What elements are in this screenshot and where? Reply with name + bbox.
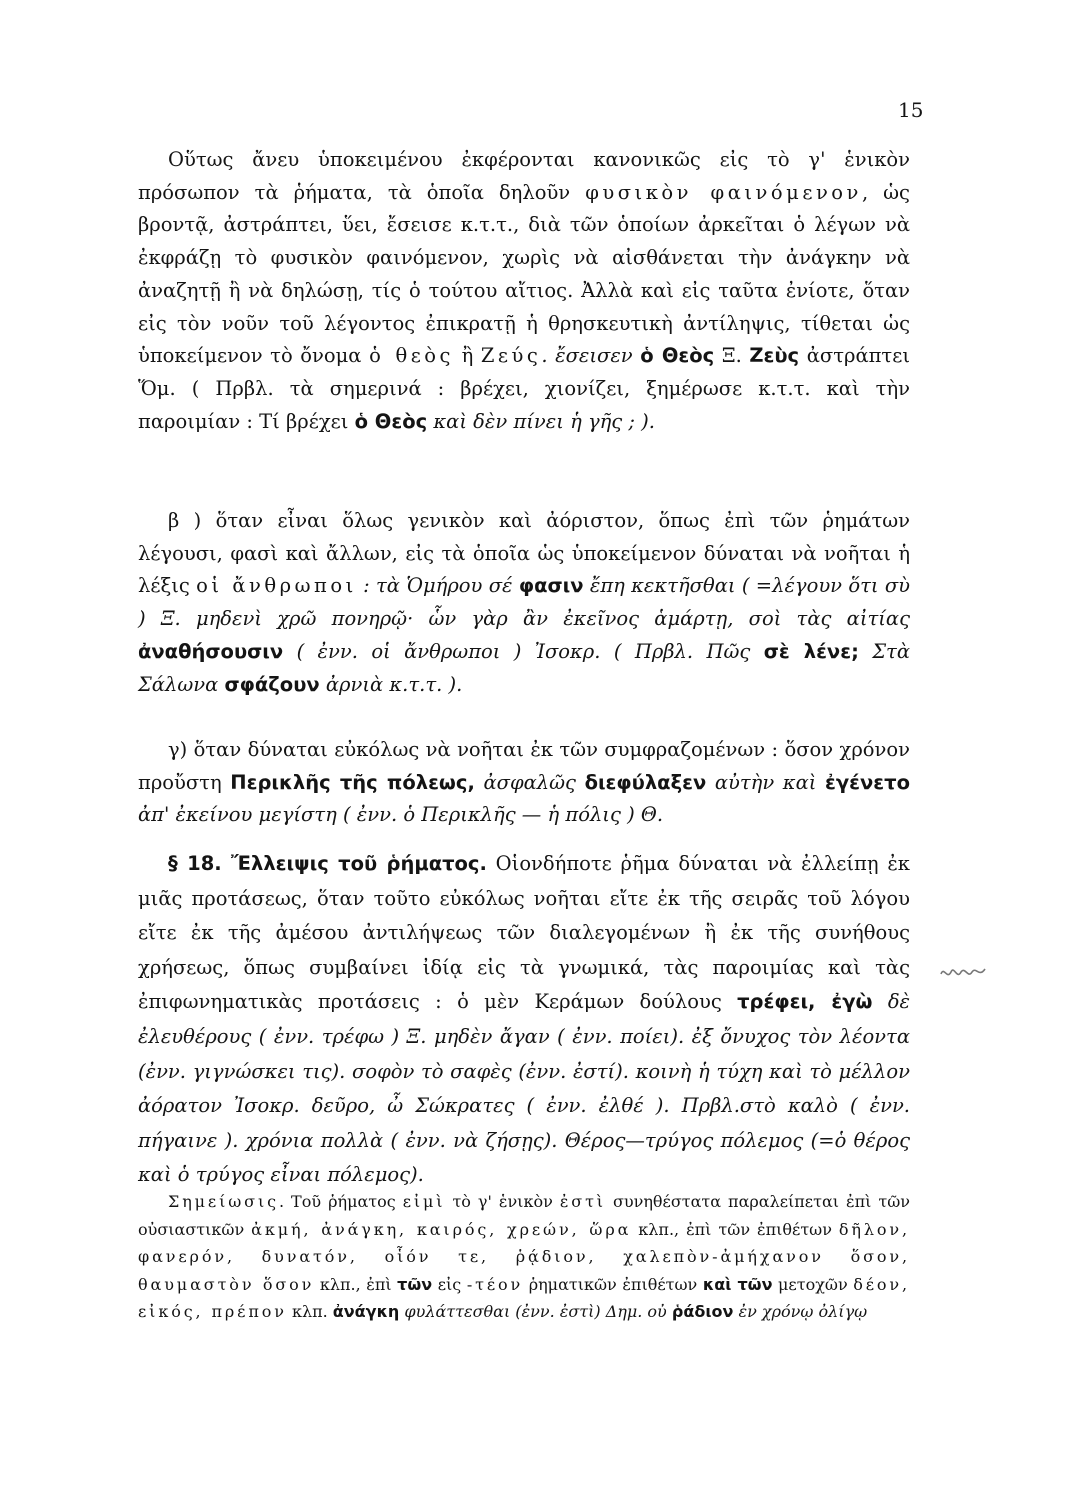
bold-term: φασιν <box>518 574 584 598</box>
section-heading: § 18. Ἔλλειψις τοῦ ῥήματος. <box>168 852 487 875</box>
handwritten-margin-mark <box>938 960 990 986</box>
bold-term: καὶ τῶν <box>702 1274 773 1294</box>
bold-term: τρέφει, ἐγὼ <box>737 990 873 1014</box>
bold-term: ἀναθήσουσιν <box>138 639 284 663</box>
bold-term: σφάζουν <box>224 672 320 696</box>
italic-example: αὐτὴν καὶ <box>706 770 826 794</box>
section-18-paragraph <box>138 847 910 1193</box>
spaced-term: δῆλον, φανερόν, δυνατόν, οἷόν τε, ῥᾴδιον, χαλεπὸν-ἀμήχανον ὅσον, θαυμαστὸν ὅσον <box>138 1219 910 1294</box>
text-run: κλπ., ἐπὶ τῶν ἐπιθέτων <box>631 1219 839 1239</box>
italic-example: ἀσφαλῶς <box>474 770 585 794</box>
text-run: Οὕτως ἄνευ ὑποκειμένου ἐκφέρονται κανονικῶς εἰς τὸ γ' ἑνικὸν πρόσωπον τὰ ῥήματα, τὰ ὁποῖα δηλοῦν <box>138 148 910 204</box>
bold-term: σὲ λένε; <box>763 639 859 663</box>
spaced-term: ἀκμή, ἀνάγκη, καιρός, χρεών, ὥρα <box>251 1219 632 1239</box>
paragraph-beta <box>138 505 910 701</box>
bold-term: ὁ Θεὸς <box>640 344 715 368</box>
text-run: , ὡς βροντᾷ, ἀστράπτει, ὕει, ἔσεισε κ.τ.τ., διὰ τῶν ὁποίων ἀρκεῖται ὁ λέγων νὰ ἐκφράζῃ τὸ φυσικὸν φαινόμενον, χωρὶς νὰ αἰσθάνεται τὴν ἀνάγκην νὰ ἀναζητῇ ἢ νὰ δηλώσῃ, τίς ὁ τούτου αἴτιος. Ἀλλὰ καὶ εἰς ταῦτα ἐνίοτε, ὅταν εἰς τὸν νοῦν τοῦ λέγοντος ἐπικρατῇ ἡ θρησκευτικὴ ἀντίληψις, τίθεται ὡς ὑποκείμενον τὸ ὄνομα <box>138 180 910 368</box>
text-run: Οἱονδήποτε ῥῆμα δύναται νὰ ἐλλείπῃ ἐκ μιᾶς προτάσεως, ὅταν τοῦτο εὐκόλως νοῆται εἴτε ἐκ τῆς σειρᾶς τοῦ λόγου εἴτε ἐκ τῆς ἀμέσου ἀντιλήψεως τῶν διαλεγομένων ἢ ἐκ τῆς συνήθους χρήσεως, ὅπως συμβαίνει ἰδίᾳ εἰς τὰ γνωμικά, τὰς παροιμίας καὶ τὰς ἐπιφωνηματικὰς προτάσεις : ὁ μὲν Κεράμων δούλους <box>138 852 910 1014</box>
spaced-term: οἱ ἄνθρωποι <box>196 574 357 598</box>
spaced-term: Ζεύς <box>480 344 542 368</box>
italic-example: φυλάττεσθαι (ἐνν. ἐστὶ) Δημ. οὐ <box>399 1302 672 1321</box>
italic-example: . ἔσεισεν <box>541 344 641 368</box>
bold-term: τῶν <box>397 1274 433 1294</box>
italic-example: καὶ δὲν πίνει ἡ γῆς ; ). <box>427 409 655 433</box>
italic-example: ( ἐνν. οἱ ἄνθρωποι ) Ἰσοκρ. ( Πρβλ. Πῶς <box>283 639 764 663</box>
text-run: ῥηματικῶν ἐπιθέτων <box>523 1274 703 1294</box>
italic-example: ἐν χρόνῳ ὀλίγῳ <box>733 1302 868 1321</box>
text-run: μετοχῶν <box>772 1274 854 1294</box>
italic-example: ἀπ' ἐκείνου μεγίστη ( ἐνν. ὁ Περικλῆς — ἡ πόλις ) Θ. <box>138 803 664 827</box>
text-run: . Τοῦ ῥήματος <box>278 1192 403 1211</box>
bold-term: ῥάδιον <box>671 1302 734 1321</box>
italic-example: Στὰ Σάλωνα <box>138 639 911 696</box>
bold-term: ἐγένετο <box>825 770 910 794</box>
paragraph-gamma <box>138 734 910 832</box>
text-run: γ) ὅταν δύναται εὐκόλως νὰ νοῆται ἐκ τῶν συμφραζομένων : ὅσον χρόνον προὔστη <box>138 738 910 794</box>
text-run: β ) ὅταν εἶναι ὅλως γενικὸν καὶ ἀόριστον, ὅπως ἐπὶ τῶν ῥημάτων λέγουσι, φασὶ καὶ ἄλλων, εἰς τὰ ὁποῖα ὡς ὑποκείμενον δύναται νὰ νοῆται ἡ λέξις <box>138 509 910 598</box>
paragraph-impersonal-verbs <box>138 144 910 438</box>
spaced-term: -τέον <box>466 1274 524 1294</box>
text-run: Ξ. <box>714 344 750 368</box>
text-run: ἀστράπτει Ὅμ. ( Πρβλ. τὰ σημερινά : βρέχει, χιονίζει, ξημέρωσε κ.τ.τ. καὶ τὴν παροιμίαν : Τί βρέχει <box>138 344 910 433</box>
bold-term: ἀνάγκη <box>332 1302 400 1321</box>
bold-term: ὁ Θεὸς <box>354 409 428 433</box>
spaced-term: δέον, εἰκός, πρέπον <box>138 1274 911 1321</box>
bold-term: Περικλῆς τῆς πόλεως, <box>230 770 475 794</box>
note-paragraph <box>138 1188 910 1326</box>
spaced-term: ἐστὶ <box>559 1192 606 1211</box>
spaced-term: φυσικὸν φαινόμενον <box>585 180 862 204</box>
italic-example: ἀρνιὰ κ.τ.τ. ). <box>319 672 463 696</box>
bold-term: Ζεὺς <box>749 344 800 368</box>
text-run: τὸ γ' ἑνικὸν <box>445 1192 560 1211</box>
text-run: συνηθέστατα παραλείπεται ἐπὶ τῶν οὐσιαστικῶν <box>138 1192 911 1239</box>
text-run: κλπ., ἐπὶ <box>314 1274 398 1294</box>
page-number: 15 <box>898 98 924 122</box>
text-run: εἰς <box>432 1274 467 1294</box>
text-run: κλπ. <box>286 1302 333 1321</box>
note-label: Σημείωσις <box>168 1192 279 1211</box>
text-run: ἢ <box>453 344 481 368</box>
italic-example: : τὰ Ὁμήρου σέ <box>356 574 519 598</box>
italic-example: ἔπη κεκτῆσθαι ( =λέγουν ὅτι σὺ ) Ξ. μηδενὶ χρῶ πονηρῷ· ὧν γὰρ ἂν ἐκεῖνος ἁμάρτῃ, σοὶ τὰς αἰτίας <box>138 574 911 631</box>
spaced-term: ὁ θεὸς <box>369 344 454 368</box>
bold-term: διεφύλαξεν <box>584 770 707 794</box>
spaced-term: εἰμὶ <box>402 1192 446 1211</box>
italic-example: δὲ ἐλευθέρους ( ἐνν. τρέφω ) Ξ. μηδὲν ἄγαν ( ἐνν. ποίει). ἐξ ὄνυχος τὸν λέοντα (ἐνν. γιγνώσκει τις). σοφὸν τὸ σαφὲς (ἐνν. ἐστί). κοινὴ ἡ τύχη καὶ τὸ μέλλον ἀόρατον Ἰσοκρ. δεῦρο, ὦ Σώκρατες ( ἐνν. ἐλθέ ). Πρβλ.στὸ καλὸ ( ἐνν. πήγαινε ). χρόνια πολλὰ ( ἐνν. νὰ ζήσῃς). Θέρος—τρύγος πόλεμος (=ὁ θέρος καὶ ὁ τρύγος εἶναι πόλεμος). <box>138 990 911 1187</box>
